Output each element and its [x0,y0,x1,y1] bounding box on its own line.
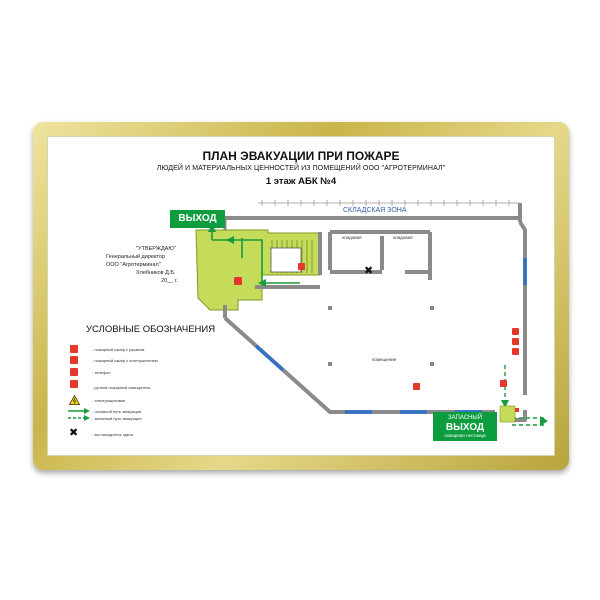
phone-icon [413,383,420,390]
legend-item: - пожарный шкаф с огнетушителем [92,358,158,363]
room-b-label: кладовая [393,235,413,240]
fire-extinguisher-icon [512,338,519,345]
legend-item: - пожарный шкаф с рукавом [92,347,145,352]
legend-item: - вы находитесь здесь [92,432,134,437]
exit-emergency-top: ЗАПАСНЫЙ [447,415,483,421]
legend-item: - ручной пожарный извещатель [92,385,151,390]
you-are-here-icon: ✖ [69,427,79,439]
exit-sign-main: ВЫХОД [170,210,225,228]
exit-emergency-sub: пожарная лестница [444,433,486,438]
evacuation-path-legend [66,406,92,422]
approval-line1: "УТВЕРЖДАЮ" [136,246,176,252]
approval-line5: 20__ г. [161,278,178,284]
approval-line2: Генеральный директор [106,254,165,260]
fire-hose-cabinet-icon [70,345,78,353]
plan-title: ПЛАН ЭВАКУАЦИИ ПРИ ПОЖАРЕ [202,149,400,163]
emergency-stair-zone [500,406,515,422]
stair-void [271,248,301,272]
roof-ticks [258,200,520,206]
fire-extinguisher-icon [512,328,519,335]
exit-emergency-main: ВЫХОД [445,422,485,433]
floor-label: 1 этаж АБК №4 [265,176,337,187]
electrical-hazard-icon [69,395,80,405]
legend-item: - запасный путь эвакуации [92,416,142,421]
legend-title: УСЛОВНЫЕ ОБОЗНАЧЕНИЯ [86,324,216,335]
hall-label: помещение [372,357,397,362]
plan-subtitle: ЛЮДЕЙ И МАТЕРИАЛЬНЫХ ЦЕННОСТЕЙ ИЗ ПОМЕЩЕНИЙ ООО "АГРОТЕРМИНАЛ" [156,165,446,172]
warehouse-label: СКЛАДСКАЯ ЗОНА [343,207,407,214]
approval-block [106,245,206,285]
fire-alarm-icon [70,380,78,388]
exit-sign-emergency [433,412,497,441]
approval-line3: ООО "Агротерминал" [106,262,161,268]
fire-hose-cabinet-icon [298,263,305,270]
phone-icon [70,368,78,376]
fire-extinguisher-icon [500,380,507,387]
legend-item: - телефон [92,370,111,375]
fire-alarm-icon [512,348,519,355]
approval-line4: Хлебников Д.Б. [136,270,176,276]
you-are-here-icon: ✖ [364,265,374,277]
legend-item: - основной путь эвакуации [92,409,142,414]
legend-item: - электрощитовая [92,398,126,403]
fire-hose-cabinet-icon [234,277,242,285]
fire-extinguisher-cabinet-icon [70,356,78,364]
room-a-label: кладовая [342,235,362,240]
windows [256,258,525,412]
